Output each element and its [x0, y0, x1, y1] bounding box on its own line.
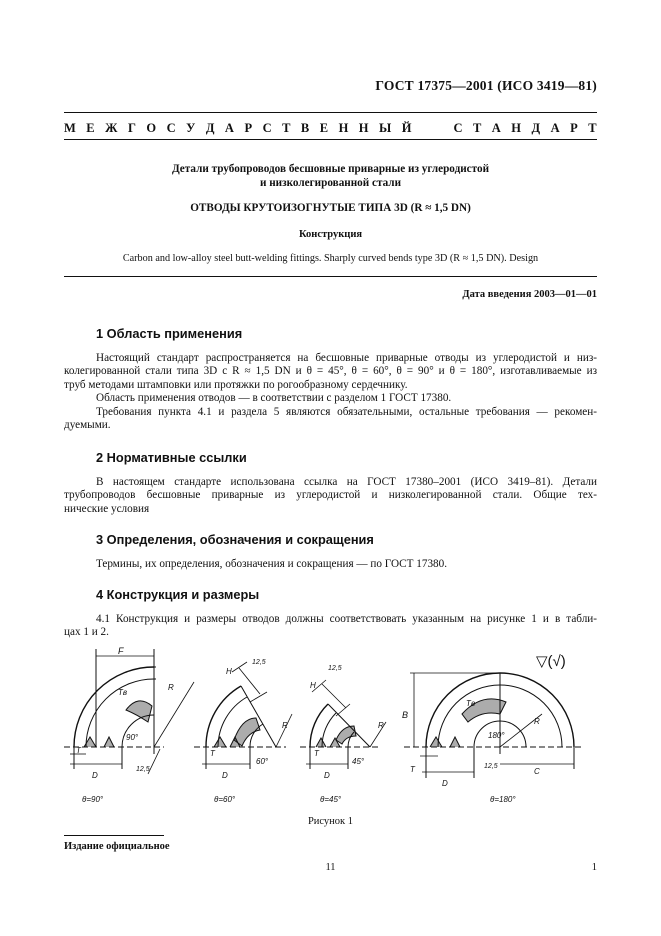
banner-letter: Р [570, 121, 578, 135]
main-title: ОТВОДЫ КРУТОИЗОГНУТЫЕ ТИПА 3D (R ≈ 1,5 DN) [190, 202, 471, 214]
banner-letter: Г [127, 121, 136, 135]
banner-rule [64, 139, 597, 140]
section-3-body [64, 558, 597, 571]
fig-label-125-4: 12,5 [484, 763, 498, 770]
s1-line-2: колегированной стали типа 3D с R ≈ 1,5 DN и θ = 45°, θ = 60°, θ = 90° и θ = 180°, изготавливаемые из [64, 365, 597, 378]
edition-note: Издание официальное [64, 841, 170, 852]
bend-60-drawing [194, 659, 292, 780]
section-4-heading: 4 Конструкция и размеры [96, 587, 260, 602]
english-title: Carbon and low-alloy steel butt-welding fittings. Sharply curved bends type 3D (R ≈ 1,5 DN). Design [122, 253, 539, 264]
banner-letter: Н [511, 121, 522, 135]
footer-rule [64, 835, 164, 836]
fig-label-90: 90° [126, 733, 139, 742]
section-1-heading: 1 Область применения [96, 326, 243, 341]
banner-letter: А [550, 121, 560, 135]
banner-letter: Й [401, 121, 412, 135]
banner-letter: У [186, 121, 196, 135]
s1-line-4: Область применения отводов — в соответствии с разделом 1 ГОСТ 17380. [96, 392, 452, 405]
banner-letter: М [64, 121, 76, 135]
caption-60: θ=60° [214, 795, 236, 804]
banner-letter: Т [282, 121, 291, 135]
page-number-center: 11 [325, 862, 336, 873]
section-2-body [64, 476, 597, 516]
banner-letter: Т [472, 121, 482, 135]
fig-label-Tb-2: Tв [466, 699, 476, 708]
bend-45-drawing [300, 665, 386, 780]
fig-label-60: 60° [256, 757, 269, 766]
s3-line-1: Термины, их определения, обозначения и сокращения — по ГОСТ 17380. [96, 558, 448, 570]
section-3-heading: 3 Определения, обозначения и сокращения [96, 532, 374, 547]
fig-label-180: 180° [488, 731, 505, 740]
banner-letter: Н [358, 121, 369, 135]
fig-label-R-4: R [534, 717, 540, 726]
title-rule [64, 276, 597, 277]
s2-line-3: нические условия [64, 502, 150, 515]
interstate-standard-banner [64, 121, 597, 136]
fig-label-R-2: R [282, 721, 288, 730]
fig-label-D-4: D [442, 779, 448, 788]
s1-line-1: Настоящий стандарт распространяется на бесшовные приварные отводы из углеродистой и низ- [96, 352, 597, 364]
fig-label-125-1: 12,5 [136, 766, 150, 773]
s4-line-2: цах 1 и 2. [64, 626, 109, 639]
fig-label-T-4: T [410, 765, 415, 774]
fig-label-45: 45° [352, 757, 365, 766]
fig-label-H-2: H [310, 681, 316, 690]
banner-letter: О [146, 121, 157, 135]
s1-line-6: дуемыми. [64, 419, 111, 432]
banner-letter: С [262, 121, 272, 135]
fig-label-H-1: H [226, 667, 232, 676]
caption-180: θ=180° [490, 795, 516, 804]
banner-letter: Е [86, 121, 95, 135]
standard-number: ГОСТ 17375—2001 (ИСО 3419—81) [375, 78, 597, 93]
fig-label-D-2: D [222, 771, 228, 780]
top-rule [64, 112, 597, 113]
banner-letter: А [491, 121, 501, 135]
banner-letter: А [224, 121, 234, 135]
banner-letter: Р [244, 121, 253, 135]
fig-label-B: B [402, 710, 409, 720]
s1-line-3: труб методами штамповки или протяжки по рогообразному сердечнику. [64, 378, 408, 391]
fig-label-D-3: D [324, 771, 330, 780]
fig-label-F: F [118, 646, 124, 656]
introduction-date: Дата введения 2003—01—01 [462, 289, 597, 300]
page-number-right: 1 [591, 862, 597, 873]
banner-letter: Д [205, 121, 215, 135]
s4-line-1: 4.1 Конструкция и размеры отводов должны соответствовать указанным на рисунке 1 и в табли- [96, 613, 597, 625]
banner-letter: Н [338, 121, 349, 135]
bend-90-drawing [64, 646, 194, 780]
figure-1-drawing [64, 644, 597, 810]
banner-letter: Т [588, 121, 597, 135]
section-1-body [64, 352, 597, 432]
fig-label-T-2: T [210, 749, 215, 758]
caption-45: θ=45° [320, 795, 342, 804]
banner-letter: В [300, 121, 310, 135]
roughness-mark: ▽(√) [536, 653, 566, 670]
fig-label-C: C [534, 767, 540, 776]
fig-label-R-3: R [378, 721, 384, 730]
banner-letter: С [166, 121, 176, 135]
s2-line-2: трубопроводов бесшовные приварные из углеродистой и низколегированной стали. Общие тех- [64, 489, 597, 502]
banner-letter: Д [531, 121, 541, 135]
title-line-2: и низколегированной стали [259, 177, 402, 189]
fig-label-125-3: 12,5 [328, 665, 342, 672]
fig-label-D-1: D [92, 771, 98, 780]
title-line-1: Детали трубопроводов бесшовные приварные из углеродистой [171, 163, 490, 175]
title-block [64, 162, 597, 190]
section-2-heading: 2 Нормативные ссылки [96, 450, 247, 465]
bend-180-drawing [402, 673, 584, 788]
s1-line-5: Требования пункта 4.1 и раздела 5 являются обязательными, остальные требования — рекомен- [96, 405, 597, 418]
banner-letter: Ы [379, 121, 392, 135]
banner-letter: С [453, 121, 463, 135]
figure-caption: Рисунок 1 [307, 816, 354, 827]
caption-90: θ=90° [82, 795, 104, 804]
fig-label-125-2: 12,5 [252, 659, 266, 666]
s2-line-1: В настоящем стандарте использована ссылка на ГОСТ 17380–2001 (ИСО 3419–81). Детали [96, 476, 597, 488]
fig-label-R-1: R [168, 683, 174, 692]
fig-label-T-3: T [314, 749, 319, 758]
fig-label-T-1: T [76, 746, 81, 755]
fig-label-Tb-1: Tв [118, 688, 128, 697]
section-4-body [64, 613, 597, 640]
subtitle: Конструкция [298, 229, 363, 240]
banner-letter: Е [319, 121, 329, 135]
banner-letter: Ж [105, 121, 118, 135]
